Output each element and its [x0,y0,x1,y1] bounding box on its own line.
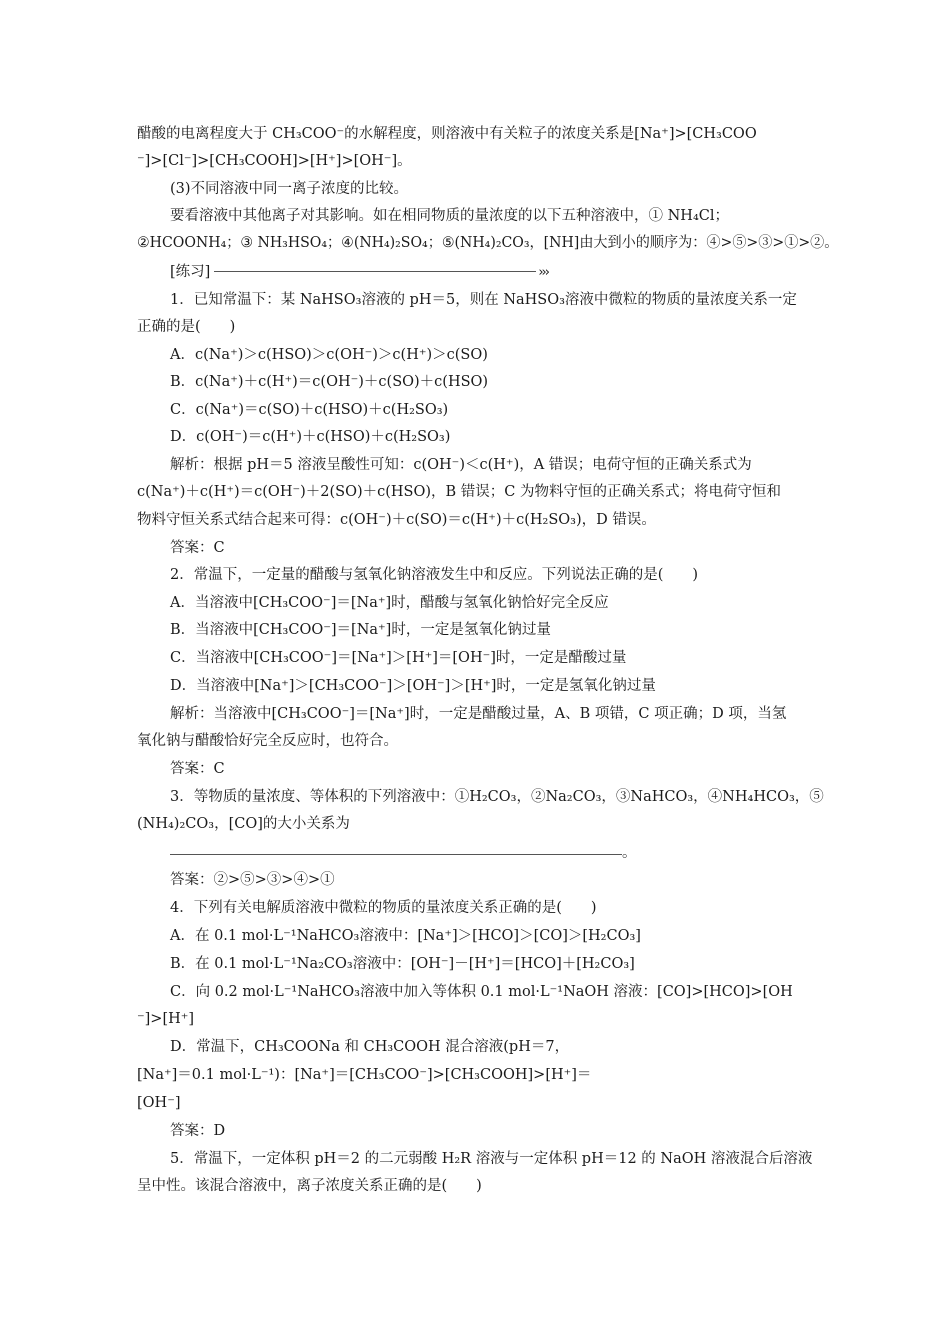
text-line: 答案：C [170,761,225,777]
text-line: 4．下列有关电解质溶液中微粒的物质的量浓度关系正确的是( ) [170,900,597,916]
text-line: [OH⁻] [137,1095,181,1111]
text-line: (NH₄)₂CO₃，[CO]的大小关系为 [137,816,350,832]
chevron-right-icon: ››› [538,265,548,280]
text-line: 5．常温下，一定体积 pH＝2 的二元弱酸 H₂R 溶液与一定体积 pH＝12 的 NaOH 溶液混合后溶液 [170,1151,813,1167]
text-line: 正确的是( ) [137,319,236,335]
text-line: [Na⁺]＝0.1 mol·L⁻¹)：[Na⁺]＝[CH₃COO⁻]>[CH₃COOH]>[H⁺]＝ [137,1067,592,1083]
text-line: 要看溶液中其他离子对其影响。如在相同物质的量浓度的以下五种溶液中，① NH₄Cl； [170,208,729,224]
text-line: C．当溶液中[CH₃COO⁻]＝[Na⁺]＞[H⁺]＝[OH⁻]时，一定是醋酸过量 [170,650,627,666]
text-line: C．c(Na⁺)＝c(SO)＋c(HSO)＋c(H₂SO₃) [170,402,449,418]
text-line: A．当溶液中[CH₃COO⁻]＝[Na⁺]时，醋酸与氢氧化钠恰好完全反应 [170,595,609,611]
text-line: 醋酸的电离程度大于 CH₃COO⁻的水解程度，则溶液中有关粒子的浓度关系是[Na⁺]>[CH₃COO [137,126,757,142]
text-line: 解析：根据 pH＝5 溶液呈酸性可知：c(OH⁻)＜c(H⁺)，A 错误；电荷守恒的正确关系式为 [170,457,752,473]
text-line: A．在 0.1 mol·L⁻¹NaHCO₃溶液中：[Na⁺]＞[HCO]＞[CO]＞[H₂CO₃] [170,928,641,944]
text-line: 2．常温下，一定量的醋酸与氢氧化钠溶液发生中和反应。下列说法正确的是( ) [170,567,699,583]
text-line: 3．等物质的量浓度、等体积的下列溶液中：①H₂CO₃，②Na₂CO₃，③NaHCO₃，④NH₄HCO₃，⑤ [170,789,824,805]
text-line: c(Na⁺)＋c(H⁺)＝c(OH⁻)＋2(SO)＋c(HSO)，B 错误；C 为物料守恒的正确关系式；将电荷守恒和 [137,484,782,500]
section-label: [练习] [170,264,211,280]
text-line: B．在 0.1 mol·L⁻¹Na₂CO₃溶液中：[OH⁻]－[H⁺]＝[HCO]＋[H₂CO₃] [170,956,635,972]
text-line: 呈中性。该混合溶液中，离子浓度关系正确的是( ) [137,1178,482,1194]
text-line: A．c(Na⁺)＞c(HSO)＞c(OH⁻)＞c(H⁺)＞c(SO) [170,347,488,363]
text-line: ⁻]>[Cl⁻]>[CH₃COOH]>[H⁺]>[OH⁻]。 [137,153,412,169]
text-line: 答案：②>⑤>③>④>① [170,872,335,888]
blank-period: 。 [622,845,637,861]
text-line: 解析：当溶液中[CH₃COO⁻]＝[Na⁺]时，一定是醋酸过量，A、B 项错，C 项正确；D 项，当氢 [170,706,787,722]
text-line: ②HCOONH₄；③ NH₃HSO₄；④(NH₄)₂SO₄；⑤(NH₄)₂CO₃，[NH]由大到小的顺序为：④>⑤>③>①>②。 [137,235,839,251]
section-rule [214,271,536,272]
text-line: 1．已知常温下：某 NaHSO₃溶液的 pH＝5，则在 NaHSO₃溶液中微粒的物质的量浓度关系一定 [170,292,797,308]
text-line: 物料守恒关系式结合起来可得：c(OH⁻)＋c(SO)＝c(H⁺)＋c(H₂SO₃)，D 错误。 [137,512,656,528]
section-header-practice [170,260,548,281]
text-line: (3)不同溶液中同一离子浓度的比较。 [170,181,409,197]
text-line: C．向 0.2 mol·L⁻¹NaHCO₃溶液中加入等体积 0.1 mol·L⁻¹NaOH 溶液：[CO]>[HCO]>[OH [170,984,793,1000]
text-line: B．c(Na⁺)＋c(H⁺)＝c(OH⁻)＋c(SO)＋c(HSO) [170,374,489,390]
answer-blank-line [170,843,637,863]
text-line: D．当溶液中[Na⁺]＞[CH₃COO⁻]＞[OH⁻]＞[H⁺]时，一定是氢氧化钠过量 [170,678,656,694]
text-line: ⁻]>[H⁺] [137,1011,195,1027]
text-line: B．当溶液中[CH₃COO⁻]＝[Na⁺]时，一定是氢氧化钠过量 [170,622,551,638]
text-line: 答案：D [170,1123,226,1139]
text-line: 氧化钠与醋酸恰好完全反应时，也符合。 [137,733,398,749]
text-line: 答案：C [170,540,225,556]
fill-in-blank [170,854,622,855]
text-line: D．常温下，CH₃COONa 和 CH₃COOH 混合溶液(pH＝7， [170,1039,570,1055]
text-line: D．c(OH⁻)＝c(H⁺)＋c(HSO)＋c(H₂SO₃) [170,429,451,445]
